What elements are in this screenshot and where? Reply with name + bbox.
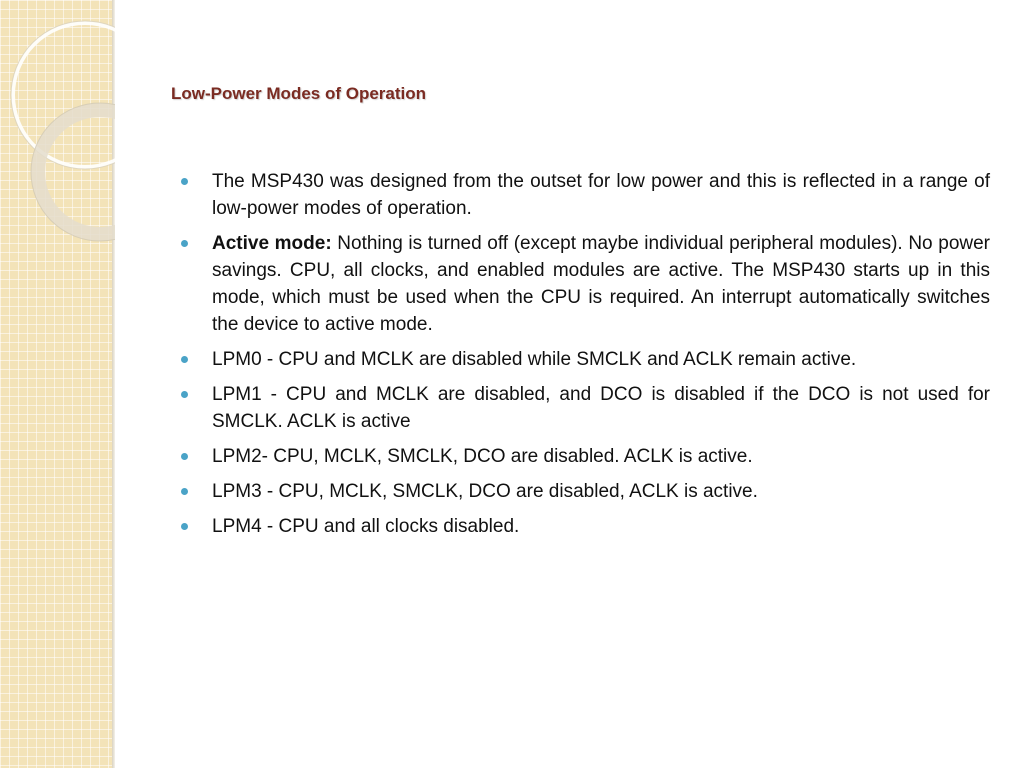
bullet-item [181, 513, 990, 540]
bullet-text: LPM1 - CPU and MCLK are disabled, and DCO is disabled if the DCO is not used for SMCLK. ACLK is active [212, 384, 990, 432]
bullet-item [181, 443, 990, 470]
bullet-dot-icon [181, 488, 188, 495]
bullet-text: The MSP430 was designed from the outset for low power and this is reflected in a range of low-power modes of operation. [212, 171, 990, 219]
bullet-text: LPM3 - CPU, MCLK, SMCLK, DCO are disabled, ACLK is active. [212, 481, 758, 502]
bullet-list [181, 168, 990, 548]
bullet-text: LPM0 - CPU and MCLK are disabled while SMCLK and ACLK remain active. [212, 349, 857, 370]
bullet-text: Nothing is turned off (except maybe individual peripheral modules). No power savings. CPU, all clocks, and enabled modules are active. The MSP430 starts up in this mode, which must be used when the CPU is required. An interrupt automatically switches the device to active mode. [212, 233, 990, 335]
bullet-dot-icon [181, 391, 188, 398]
bullet-dot-icon [181, 453, 188, 460]
bullet-dot-icon [181, 356, 188, 363]
bullet-item [181, 346, 990, 373]
bullet-dot-icon [181, 178, 188, 185]
bullet-text: LPM4 - CPU and all clocks disabled. [212, 516, 520, 537]
bullet-dot-icon [181, 240, 188, 247]
bullet-item [181, 478, 990, 505]
bullet-item [181, 381, 990, 435]
slide-title: Low-Power Modes of Operation [171, 84, 427, 103]
bullet-item [181, 168, 990, 222]
bullet-strong-label: Active mode: [212, 233, 332, 254]
bullet-text: LPM2- CPU, MCLK, SMCLK, DCO are disabled. ACLK is active. [212, 446, 753, 467]
bullet-item [181, 230, 990, 338]
bullet-dot-icon [181, 523, 188, 530]
decorative-rings-icon [0, 0, 115, 260]
